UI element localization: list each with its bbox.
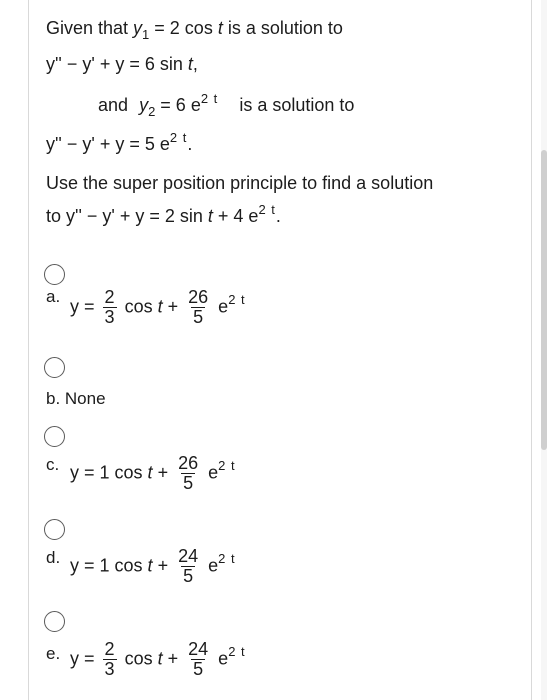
exponent: 2 t [169,130,188,145]
option-c-equation[interactable] [70,454,236,493]
equation-text: y = [70,648,95,669]
option-e-equation[interactable] [70,640,246,679]
subscript: 2 [148,104,156,119]
equation-text: + [152,555,169,576]
exponent: 2 t [258,202,276,217]
question-text: Given that [46,18,134,38]
option-a-letter: a. [46,287,61,306]
equation-text: e [218,296,229,317]
question-text: . [275,206,281,226]
question-text: , [192,54,198,74]
equation-text: e [208,462,219,483]
math-var: y [139,95,149,115]
fraction [176,547,200,586]
question-text: is a solution to [222,18,343,38]
equation-text: e [208,555,219,576]
equation-text: e [218,648,229,669]
fraction-numerator: 24 [188,639,209,659]
option-d-equation[interactable] [70,547,236,586]
question-text: = 6 e [155,95,201,115]
option-b-radio[interactable] [44,357,65,378]
exponent: 2 t [228,644,246,660]
question-text: to y'' − y' + y = 2 sin [46,206,208,226]
equation-text: y = 1 cos [70,462,148,483]
equation-text: + [152,462,169,483]
equation-text: y = [70,296,95,317]
math-var: t [147,555,153,576]
fraction-denominator: 5 [193,659,204,679]
fraction-numerator: 2 [104,287,115,307]
equation-text: cos [124,296,158,317]
equation-text: + [162,648,179,669]
math-var: t [147,462,153,483]
fraction-numerator: 2 [104,639,115,659]
option-d-letter: d. [46,548,61,567]
question-text: y'' − y' + y = 6 sin [46,54,188,74]
question-text: y'' − y' + y = 5 e [46,134,170,154]
fraction-numerator: 24 [178,546,199,566]
fraction-denominator: 5 [193,307,204,327]
math-var: t [207,206,213,226]
exponent: 2 t [228,292,246,308]
option-a-equation[interactable] [70,288,246,327]
fraction-denominator: 5 [183,566,194,586]
fraction [186,288,210,327]
question-line-1 [46,18,343,42]
option-c-radio[interactable] [44,426,65,447]
question-text: + 4 e [212,206,259,226]
scrollbar-thumb[interactable] [541,150,547,450]
option-e-letter: e. [46,644,61,663]
option-e-radio[interactable] [44,611,65,632]
option-a-radio[interactable] [44,264,65,285]
math-var: t [157,296,163,317]
fraction-denominator: 3 [104,307,115,327]
fraction [176,454,200,493]
subscript: 1 [142,27,150,42]
exponent: 2 t [200,91,219,106]
option-c-letter: c. [46,455,60,474]
question-text: = 2 cos [149,18,218,38]
fraction-numerator: 26 [188,287,209,307]
fraction [103,640,117,679]
question-line-6 [46,202,281,227]
fraction-numerator: 26 [178,453,199,473]
fraction-denominator: 5 [183,473,194,493]
equation-text: + [162,296,179,317]
exponent: 2 t [218,458,236,474]
option-d-radio[interactable] [44,519,65,540]
question-text: and [98,95,129,115]
equation-text: cos [124,648,158,669]
question-line-3 [98,91,355,119]
option-b-label[interactable]: b. None [46,389,106,408]
math-var: t [187,54,193,74]
math-var: t [217,18,223,38]
math-var: y [133,18,143,38]
question-text: . [187,134,193,154]
fraction-denominator: 3 [104,659,115,679]
question-line-4 [46,130,193,155]
equation-text: y = 1 cos [70,555,148,576]
question-line-5: Use the super position principle to find a solution [46,173,434,193]
question-line-2 [46,54,198,75]
fraction [103,288,117,327]
question-text: is a solution to [239,95,355,115]
exponent: 2 t [218,551,236,567]
scrollbar[interactable] [541,0,547,700]
math-var: t [157,648,163,669]
fraction [186,640,210,679]
